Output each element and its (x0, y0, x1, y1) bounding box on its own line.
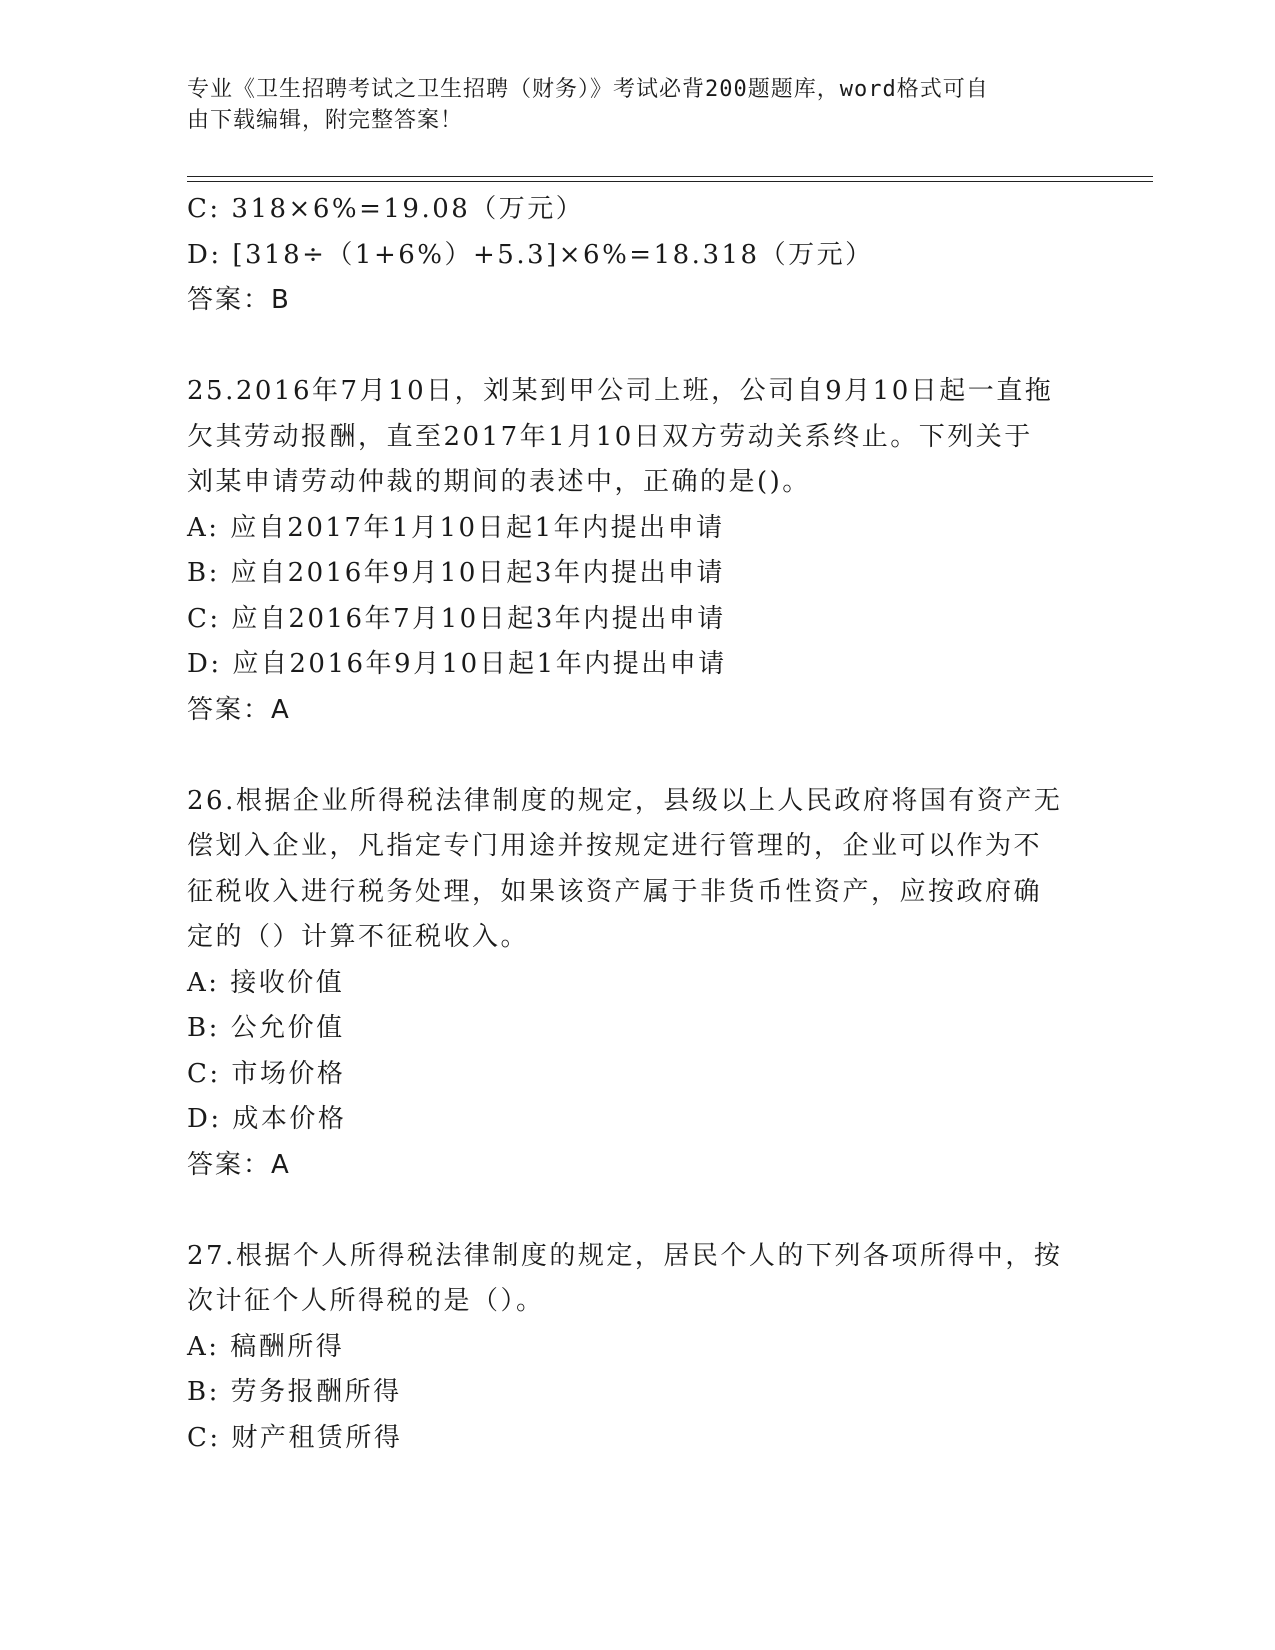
question-list (187, 187, 1087, 1461)
answer-line: 答案：A (187, 694, 291, 725)
header-divider (187, 181, 1153, 182)
question-stem-line: 欠其劳动报酬，直至2017年1月10日双方劳动关系终止。下列关于 (187, 421, 1033, 452)
question-stem-line: 25.2016年7月10日，刘某到甲公司上班，公司自9月10日起一直拖 (187, 376, 1054, 406)
question-stem-line: 27.根据个人所得税法律制度的规定，居民个人的下列各项所得中，按 (187, 1240, 1063, 1271)
option-a: A: 稿酬所得 (187, 1331, 345, 1362)
option-a: A: 接收价值 (187, 967, 345, 998)
option-d: D: 应自2016年9月10日起1年内提出申请 (187, 649, 727, 679)
question-block (187, 187, 1087, 324)
header-line: 专业《卫生招聘考试之卫生招聘（财务）》考试必背200题题库，word格式可自 (187, 77, 989, 102)
option-c: C: 财产租赁所得 (187, 1422, 403, 1453)
answer-line: 答案：A (187, 1149, 291, 1180)
question-stem-line: 偿划入企业，凡指定专门用途并按规定进行管理的，企业可以作为不 (187, 831, 1043, 861)
option-c: C: 318×6%=19.08（万元） (187, 194, 585, 224)
document-header (187, 74, 1067, 136)
question-stem-line: 26.根据企业所得税法律制度的规定，县级以上人民政府将国有资产无 (187, 785, 1063, 816)
header-line: 由下载编辑，附完整答案！ (187, 108, 464, 133)
option-d: D: [318÷（1+6%）+5.3]×6%=18.318（万元） (187, 239, 874, 270)
question-stem-line: 刘某申请劳动仲裁的期间的表述中，正确的是()。 (187, 467, 811, 497)
spacer (187, 1188, 1087, 1234)
header-divider (187, 176, 1153, 177)
option-d: D: 成本价格 (187, 1104, 347, 1134)
question-block (187, 1234, 1087, 1462)
option-b: B: 应自2016年9月10日起3年内提出申请 (187, 558, 725, 588)
option-a: A: 应自2017年1月10日起1年内提出申请 (187, 512, 725, 543)
option-c: C: 市场价格 (187, 1058, 346, 1089)
spacer (187, 324, 1087, 370)
question-stem-line: 征税收入进行税务处理，如果该资产属于非货币性资产，应按政府确 (187, 876, 1043, 907)
question-stem-line: 次计征个人所得税的是（）。 (187, 1286, 545, 1316)
question-stem-line: 定的（）计算不征税收入。 (187, 922, 530, 952)
option-b: B: 公允价值 (187, 1013, 345, 1043)
option-c: C: 应自2016年7月10日起3年内提出申请 (187, 603, 726, 634)
question-block (187, 369, 1087, 733)
option-b: B: 劳务报酬所得 (187, 1377, 402, 1407)
question-block (187, 779, 1087, 1189)
answer-line: 答案：B (187, 285, 291, 315)
spacer (187, 733, 1087, 779)
